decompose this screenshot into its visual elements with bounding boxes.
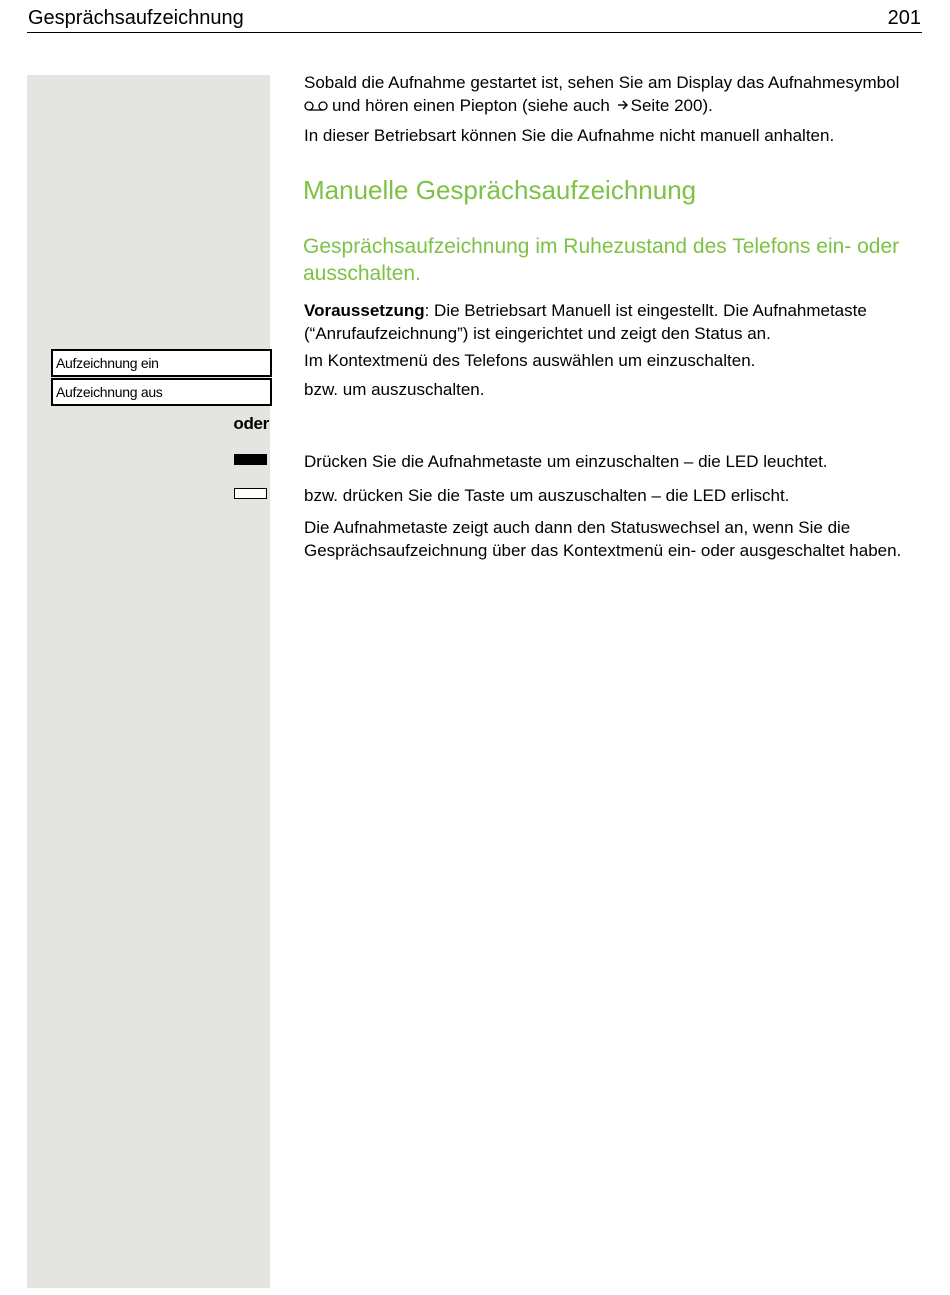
led-key-on-icon[interactable] — [234, 454, 267, 465]
step-key-on: Drücken Sie die Aufnahmetaste um einzuschalten – die LED leuchtet. — [304, 452, 828, 471]
intro-text-part1: Sobald die Aufnahme gestartet ist, sehen Sie am Display das Aufnahmesymbol — [304, 73, 900, 92]
step-context-menu-off: bzw. um auszuschalten. — [304, 380, 485, 399]
page-link[interactable]: Seite 200 — [630, 96, 703, 115]
right-arrow-icon — [617, 94, 629, 117]
led-key-off-icon[interactable] — [234, 488, 267, 499]
oder-label: oder — [233, 414, 269, 433]
intro-paragraph — [304, 71, 924, 118]
tape-recording-icon — [304, 95, 328, 118]
header-divider — [27, 32, 922, 33]
sidebar-column — [27, 75, 270, 1288]
final-note: Die Aufnahmetaste zeigt auch dann den Statuswechsel an, wenn Sie die Gesprächsaufzeichnung über das Kontextmenü ein- oder ausgeschaltet haben. — [304, 518, 902, 560]
mode-note: In dieser Betriebsart können Sie die Aufnahme nicht manuell anhalten. — [304, 126, 835, 145]
section-heading: Manuelle Gesprächsaufzeichnung — [303, 175, 697, 205]
intro-text-end: ). — [702, 96, 713, 115]
intro-text-part2: und hören einen Piepton (siehe auch — [332, 96, 610, 115]
step-context-menu-on: Im Kontextmenü des Telefons auswählen um einzuschalten. — [304, 351, 756, 370]
subsection-heading: Gesprächsaufzeichnung im Ruhezustand des Telefons ein- oder ausschalten. — [303, 235, 900, 285]
page-number: 201 — [887, 7, 921, 29]
menu-item-recording-on[interactable]: Aufzeichnung ein — [51, 349, 272, 377]
prerequisite-label: Voraussetzung — [304, 301, 425, 320]
prerequisite-text: : Die Betriebsart Manuell ist eingestellt. Die Aufnahmetaste (“Anrufaufzeichnung”) ist eingerichtet und zeigt den Status an. — [304, 301, 867, 343]
step-key-off: bzw. drücken Sie die Taste um auszuschalten – die LED erlischt. — [304, 486, 790, 505]
prerequisite-paragraph — [304, 299, 924, 345]
menu-item-recording-off[interactable]: Aufzeichnung aus — [51, 378, 272, 406]
page-header-title: Gesprächsaufzeichnung — [28, 7, 244, 29]
